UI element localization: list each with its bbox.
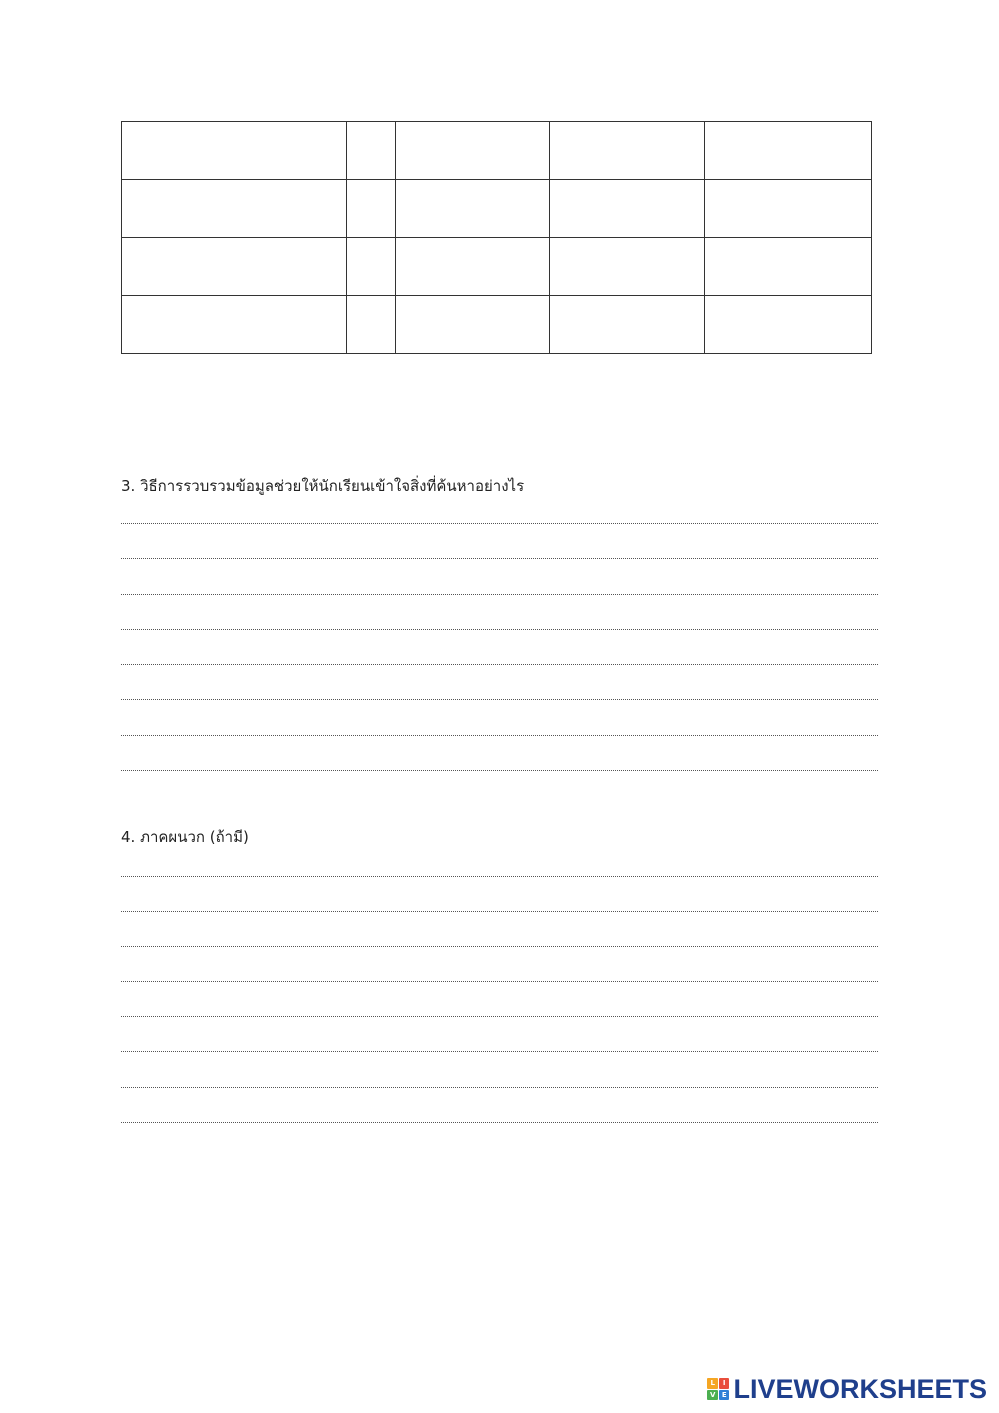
table-cell[interactable] [347,296,396,354]
answer-line[interactable] [121,911,878,912]
table-cell[interactable] [550,180,705,238]
answer-line[interactable] [121,1087,878,1088]
logo-tile-i: I [719,1378,730,1389]
table-cell[interactable] [705,296,872,354]
table-cell[interactable] [122,122,347,180]
table-row [122,238,872,296]
table-cell[interactable] [122,180,347,238]
answer-line[interactable] [121,558,878,559]
answer-line[interactable] [121,1051,878,1052]
question-4-heading: 4. ภาคผนวก (ถ้ามี) [121,828,249,846]
table-cell[interactable] [396,180,550,238]
table-row [122,122,872,180]
answer-line[interactable] [121,523,878,524]
answer-line[interactable] [121,770,878,771]
table-row [122,180,872,238]
table-cell[interactable] [705,122,872,180]
answer-line[interactable] [121,1016,878,1017]
logo-tile-l: L [707,1378,718,1389]
liveworksheets-logo[interactable] [707,1373,987,1405]
table-cell[interactable] [347,180,396,238]
logo-tile-e: E [719,1390,730,1401]
logo-tile-v: V [707,1390,718,1401]
answer-line[interactable] [121,981,878,982]
table-cell[interactable] [396,296,550,354]
table-cell[interactable] [550,122,705,180]
answer-line[interactable] [121,629,878,630]
table-cell[interactable] [122,238,347,296]
liveworksheets-logo-icon [707,1378,729,1400]
table-cell[interactable] [122,296,347,354]
logo-text: LIVEWORKSHEETS [733,1373,987,1404]
answer-table [121,121,872,354]
table-cell[interactable] [396,238,550,296]
table-cell[interactable] [347,238,396,296]
table-cell[interactable] [550,238,705,296]
answer-line[interactable] [121,664,878,665]
table-cell[interactable] [347,122,396,180]
table-cell[interactable] [705,180,872,238]
answer-line[interactable] [121,735,878,736]
answer-line[interactable] [121,946,878,947]
table-cell[interactable] [550,296,705,354]
question-3-heading: 3. วิธีการรวบรวมข้อมูลช่วยให้นักเรียนเข้าใจสิ่งที่ค้นหาอย่างไร [121,477,525,495]
answer-line[interactable] [121,1122,878,1123]
table-row [122,296,872,354]
answer-line[interactable] [121,594,878,595]
table-cell[interactable] [705,238,872,296]
table-cell[interactable] [396,122,550,180]
answer-line[interactable] [121,699,878,700]
answer-line[interactable] [121,876,878,877]
